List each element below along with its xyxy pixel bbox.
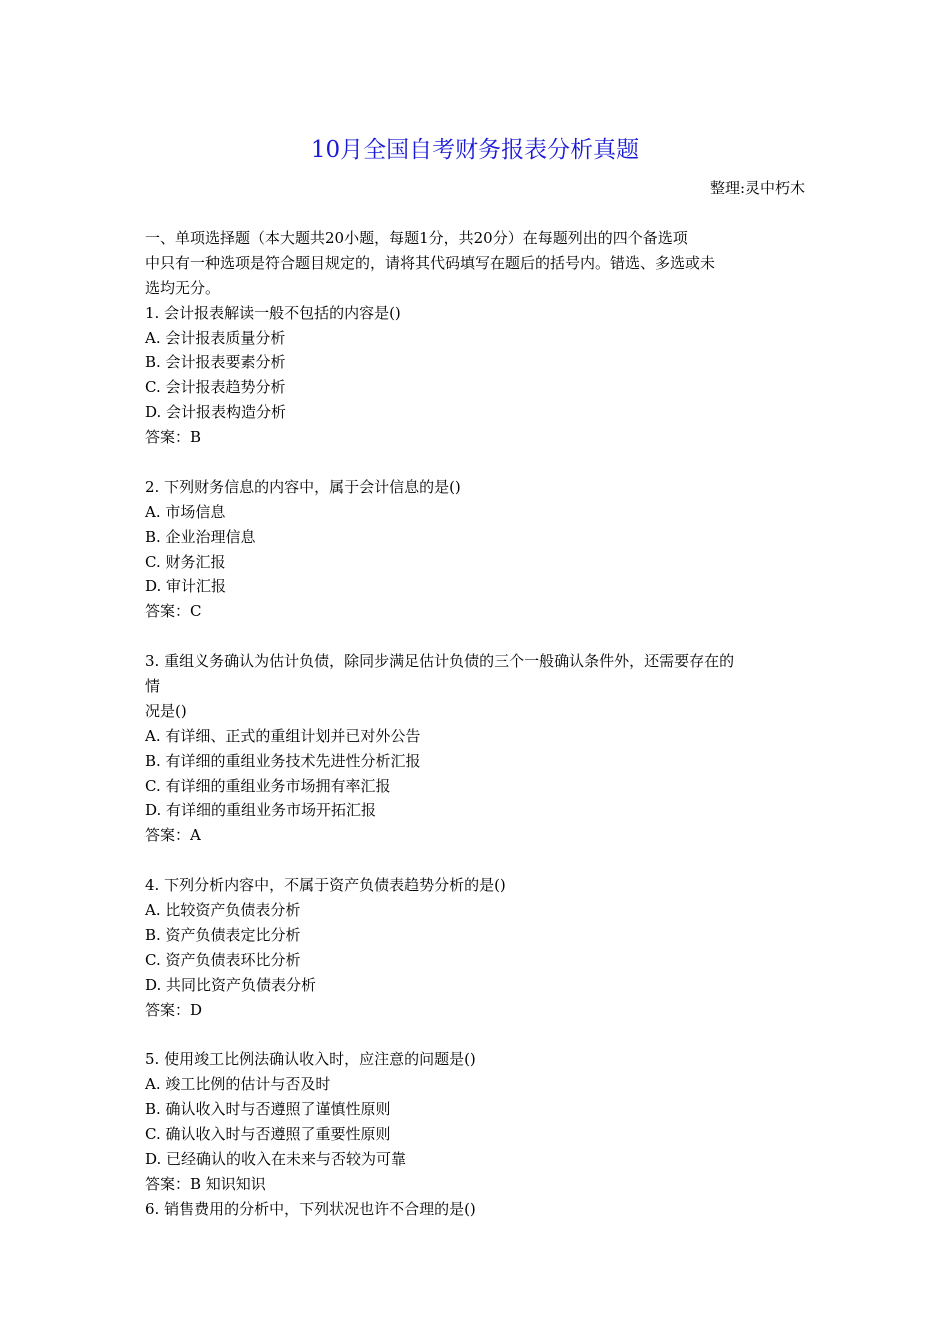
answer: 答案：B bbox=[145, 428, 202, 447]
option-d: D. 会计报表构造分析 bbox=[145, 403, 287, 422]
instruction-line: 中只有一种选项是符合题目规定的，请将其代码填写在题后的括号内。错选、多选或未 bbox=[145, 253, 716, 272]
answer: 答案：C bbox=[145, 602, 202, 621]
editor-credit: 整理:灵中朽木 bbox=[709, 179, 805, 197]
question-4 bbox=[145, 873, 810, 1022]
document-body bbox=[145, 226, 810, 1222]
option-a: A. 会计报表质量分析 bbox=[145, 328, 286, 347]
option-b: B. 会计报表要素分析 bbox=[145, 353, 286, 372]
answer: 答案：A bbox=[145, 826, 201, 845]
question-1 bbox=[145, 301, 810, 450]
option-d: D. 已经确认的收入在未来与否较为可靠 bbox=[145, 1149, 407, 1168]
option-a: A. 有详细、正式的重组计划并已对外公告 bbox=[145, 726, 421, 745]
spacer bbox=[145, 848, 810, 873]
question-stem-continued: 情 bbox=[145, 677, 161, 696]
option-d: D. 有详细的重组业务市场开拓汇报 bbox=[145, 801, 377, 820]
question-2 bbox=[145, 475, 810, 624]
question-stem: 2. 下列财务信息的内容中，属于会计信息的是() bbox=[145, 477, 461, 496]
question-stem: 5. 使用竣工比例法确认收入时，应注意的问题是() bbox=[145, 1050, 476, 1069]
option-d: D. 审计汇报 bbox=[145, 577, 227, 596]
question-stem-continued: 况是() bbox=[145, 701, 187, 720]
option-b: B. 企业治理信息 bbox=[145, 527, 256, 546]
instruction-line: 一、单项选择题（本大题共20小题，每题1分，共20分）在每题列出的四个备选项 bbox=[145, 229, 688, 247]
option-b: B. 有详细的重组业务技术先进性分析汇报 bbox=[145, 751, 421, 770]
spacer bbox=[145, 450, 810, 475]
question-stem: 3. 重组义务确认为估计负债，除同步满足估计负债的三个一般确认条件外，还需要存在的 bbox=[145, 652, 735, 671]
option-c: C. 财务汇报 bbox=[145, 552, 226, 571]
spacer bbox=[145, 624, 810, 649]
option-d: D. 共同比资产负债表分析 bbox=[145, 975, 317, 994]
option-c: C. 有详细的重组业务市场拥有率汇报 bbox=[145, 776, 391, 795]
document-title: 10月全国自考财务报表分析真题 bbox=[310, 137, 640, 163]
question-stem: 1. 会计报表解读一般不包括的内容是() bbox=[145, 303, 401, 322]
option-c: C. 资产负债表环比分析 bbox=[145, 950, 301, 969]
option-b: B. 资产负债表定比分析 bbox=[145, 925, 301, 944]
question-5 bbox=[145, 1047, 810, 1196]
spacer bbox=[145, 1023, 810, 1048]
question-3 bbox=[145, 649, 810, 848]
option-a: A. 市场信息 bbox=[145, 502, 226, 521]
option-c: C. 会计报表趋势分析 bbox=[145, 378, 286, 397]
question-stem: 6. 销售费用的分析中，下列状况也许不合理的是() bbox=[145, 1199, 476, 1218]
answer: 答案：B 知识知识 bbox=[145, 1174, 266, 1193]
option-b: B. 确认收入时与否遵照了谨慎性原则 bbox=[145, 1100, 391, 1119]
answer: 答案：D bbox=[145, 1000, 203, 1019]
option-a: A. 比较资产负债表分析 bbox=[145, 901, 301, 920]
option-c: C. 确认收入时与否遵照了重要性原则 bbox=[145, 1125, 391, 1144]
option-a: A. 竣工比例的估计与否及时 bbox=[145, 1075, 331, 1094]
question-stem: 4. 下列分析内容中，不属于资产负债表趋势分析的是() bbox=[145, 876, 506, 895]
section-instructions bbox=[145, 226, 810, 301]
instruction-line: 选均无分。 bbox=[145, 278, 221, 297]
question-6 bbox=[145, 1197, 810, 1222]
